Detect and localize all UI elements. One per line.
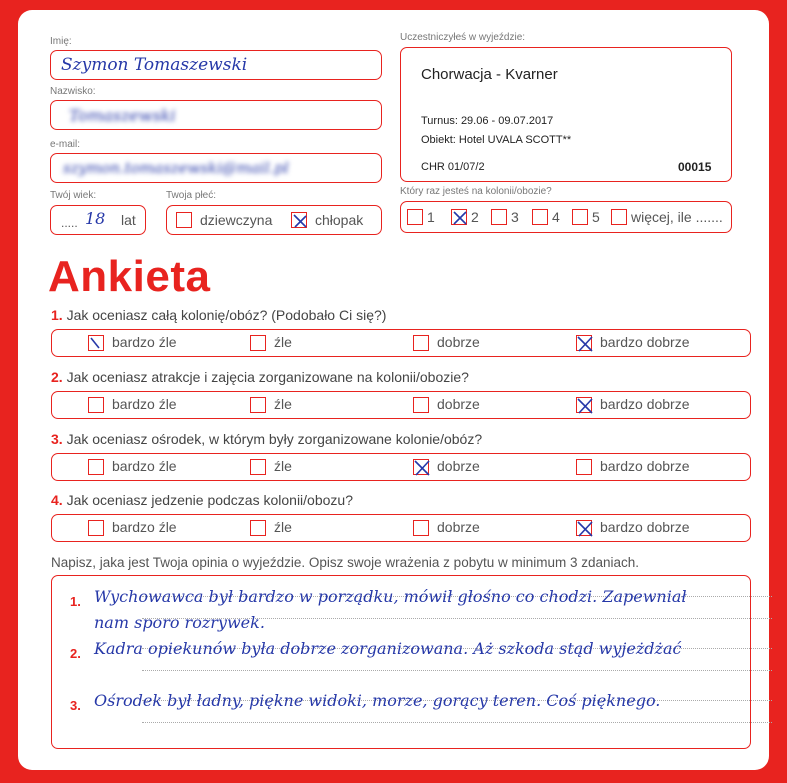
check-x-icon xyxy=(577,398,593,414)
trip-obiekt: Obiekt: Hotel UVALA SCOTT** xyxy=(421,134,572,146)
answer-row-2 xyxy=(51,391,751,419)
answer-checkbox-4-4[interactable] xyxy=(576,520,592,536)
gender-checkbox-girl[interactable] xyxy=(176,212,192,228)
answer-label: bardzo źle xyxy=(112,334,177,350)
opinion-line-2: Kadra opiekunów była dobrze zorganizowana. Aż szkoda stąd wyjeżdżać xyxy=(94,639,682,658)
age-label: Twój wiek: xyxy=(50,190,97,201)
answer-checkbox-3-1[interactable] xyxy=(88,459,104,475)
answer-checkbox-3-4[interactable] xyxy=(576,459,592,475)
answer-checkbox-4-2[interactable] xyxy=(250,520,266,536)
times-checkbox-5[interactable] xyxy=(572,209,588,225)
answer-checkbox-4-1[interactable] xyxy=(88,520,104,536)
answer-checkbox-4-3[interactable] xyxy=(413,520,429,536)
question-1 xyxy=(51,307,386,323)
opinion-prompt: Napisz, jaka jest Twoja opinia o wyjeździe. Opisz swoje wrażenia z pobytu w minimum 3 zdaniach. xyxy=(51,555,640,570)
question-number: 4. xyxy=(51,492,63,508)
trip-turnus: Turnus: 29.06 - 09.07.2017 xyxy=(421,115,554,127)
times-field: 1 2 3 4 5 więcej, ile ....... xyxy=(400,201,732,233)
answer-row-3 xyxy=(51,453,751,481)
answer-label: źle xyxy=(274,458,292,474)
answer-label: bardzo źle xyxy=(112,396,177,412)
answer-row-4 xyxy=(51,514,751,542)
answer-label: dobrze xyxy=(437,334,480,350)
gender-label-girl: dziewczyna xyxy=(200,212,273,228)
answer-checkbox-1-2[interactable] xyxy=(250,335,266,351)
check-x-icon xyxy=(577,521,593,537)
email-label: e-mail: xyxy=(50,139,81,150)
question-4 xyxy=(51,492,353,508)
opinion-line-3: Ośrodek był ładny, piękne widoki, morze, gorący teren. Coś pięknego. xyxy=(94,691,661,710)
answer-checkbox-1-4[interactable] xyxy=(576,335,592,351)
answer-checkbox-1-1[interactable] xyxy=(88,335,104,351)
question-text: Jak oceniasz ośrodek, w którym były zorganizowane kolonie/obóz? xyxy=(66,431,483,447)
page-title: Ankieta xyxy=(48,252,211,301)
question-number: 1. xyxy=(51,307,63,323)
question-3 xyxy=(51,431,482,447)
answer-checkbox-2-3[interactable] xyxy=(413,397,429,413)
gender-label-boy: chłopak xyxy=(315,212,364,228)
times-label: Który raz jesteś na kolonii/obozie? xyxy=(400,186,552,197)
answer-label: bardzo dobrze xyxy=(600,334,690,350)
answer-checkbox-1-3[interactable] xyxy=(413,335,429,351)
check-x-icon xyxy=(414,460,430,476)
answer-label: bardzo źle xyxy=(112,458,177,474)
times-checkbox-3[interactable] xyxy=(491,209,507,225)
trip-box xyxy=(400,47,732,182)
trip-title: Chorwacja - Kvarner xyxy=(421,66,558,83)
question-number: 2. xyxy=(51,369,63,385)
answer-label: dobrze xyxy=(437,519,480,535)
opinion-line-number-3: 3. xyxy=(70,698,81,713)
answer-label: źle xyxy=(274,396,292,412)
trip-label: Uczestniczyłeś w wyjeździe: xyxy=(400,32,526,43)
times-checkbox-more[interactable] xyxy=(611,209,627,225)
opinion-line-number-2: 2. xyxy=(70,646,81,661)
answer-checkbox-3-2[interactable] xyxy=(250,459,266,475)
opinion-line-number-1: 1. xyxy=(70,594,81,609)
answer-label: bardzo dobrze xyxy=(600,519,690,535)
answer-label: bardzo dobrze xyxy=(600,458,690,474)
question-2 xyxy=(51,369,469,385)
gender-label: Twoja płeć: xyxy=(166,190,217,201)
age-field[interactable]: ..... 18 lat xyxy=(50,205,146,235)
answer-label: dobrze xyxy=(437,458,480,474)
surname-label: Nazwisko: xyxy=(50,86,96,97)
gender-field xyxy=(166,205,382,235)
answer-label: źle xyxy=(274,519,292,535)
answer-label: bardzo źle xyxy=(112,519,177,535)
answer-checkbox-2-1[interactable] xyxy=(88,397,104,413)
opinion-line-1: Wychowawca był bardzo w porządku, mówił głośno co chodzi. Zapewniał nam sporo rozrywek. xyxy=(94,587,687,632)
times-checkbox-2[interactable] xyxy=(451,209,467,225)
question-text: Jak oceniasz jedzenie podczas kolonii/obozu? xyxy=(66,492,353,508)
check-x-icon xyxy=(452,210,468,226)
name-value: Szymon Tomaszewski xyxy=(61,55,248,75)
answer-checkbox-2-2[interactable] xyxy=(250,397,266,413)
survey-card xyxy=(18,10,769,770)
gender-checkbox-boy[interactable] xyxy=(291,212,307,228)
trip-number: 00015 xyxy=(678,160,712,174)
stroke-mark-icon xyxy=(89,336,105,352)
surname-field[interactable] xyxy=(50,100,382,130)
email-field[interactable] xyxy=(50,153,382,183)
surname-value: Tomaszewski xyxy=(69,106,176,125)
name-field[interactable] xyxy=(50,50,382,80)
check-x-icon xyxy=(577,336,593,352)
answer-label: dobrze xyxy=(437,396,480,412)
email-value: szymon.tomaszewski@mail.pl xyxy=(63,159,289,177)
answer-checkbox-3-3[interactable] xyxy=(413,459,429,475)
question-text: Jak oceniasz atrakcje i zajęcia zorganizowane na kolonii/obozie? xyxy=(66,369,469,385)
check-x-icon xyxy=(292,213,308,229)
answer-label: bardzo dobrze xyxy=(600,396,690,412)
age-value: 18 xyxy=(85,209,106,228)
age-unit: lat xyxy=(121,212,136,228)
question-number: 3. xyxy=(51,431,63,447)
opinion-box[interactable] xyxy=(51,575,751,749)
answer-checkbox-2-4[interactable] xyxy=(576,397,592,413)
trip-code: CHR 01/07/2 xyxy=(421,161,485,173)
question-text: Jak oceniasz całą kolonię/obóz? (Podobało Ci się?) xyxy=(66,307,387,323)
times-checkbox-4[interactable] xyxy=(532,209,548,225)
answer-row-1 xyxy=(51,329,751,357)
name-label: Imię: xyxy=(50,36,72,47)
times-checkbox-1[interactable] xyxy=(407,209,423,225)
answer-label: źle xyxy=(274,334,292,350)
